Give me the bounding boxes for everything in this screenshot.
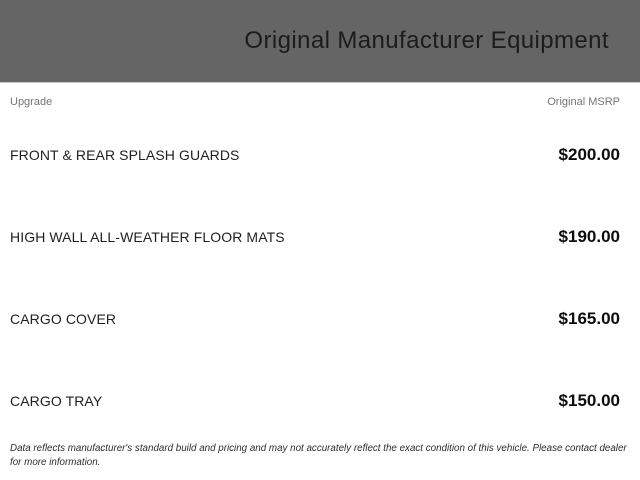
item-price: $150.00 (558, 391, 620, 410)
table-row (0, 278, 640, 360)
item-name: CARGO COVER (10, 311, 117, 327)
item-price: $200.00 (558, 145, 620, 164)
column-header-upgrade: Upgrade (10, 96, 53, 108)
item-name: HIGH WALL ALL-WEATHER FLOOR MATS (10, 229, 285, 245)
table-row (0, 360, 640, 442)
table-column-headers (0, 96, 640, 108)
item-price: $165.00 (558, 309, 620, 328)
table-row (0, 196, 640, 278)
page-title: Original Manufacturer Equipment (244, 27, 609, 54)
item-price: $190.00 (558, 227, 620, 246)
item-name: CARGO TRAY (10, 393, 103, 409)
header-bar (0, 0, 640, 83)
table-row (0, 114, 640, 196)
column-header-msrp: Original MSRP (547, 96, 620, 108)
disclaimer-text: Data reflects manufacturer's standard build and pricing and may not accurately reflect the exact condition of this vehicle. Please contact dealer for more information. (10, 443, 627, 468)
equipment-table (0, 114, 640, 442)
item-name: FRONT & REAR SPLASH GUARDS (10, 147, 240, 163)
